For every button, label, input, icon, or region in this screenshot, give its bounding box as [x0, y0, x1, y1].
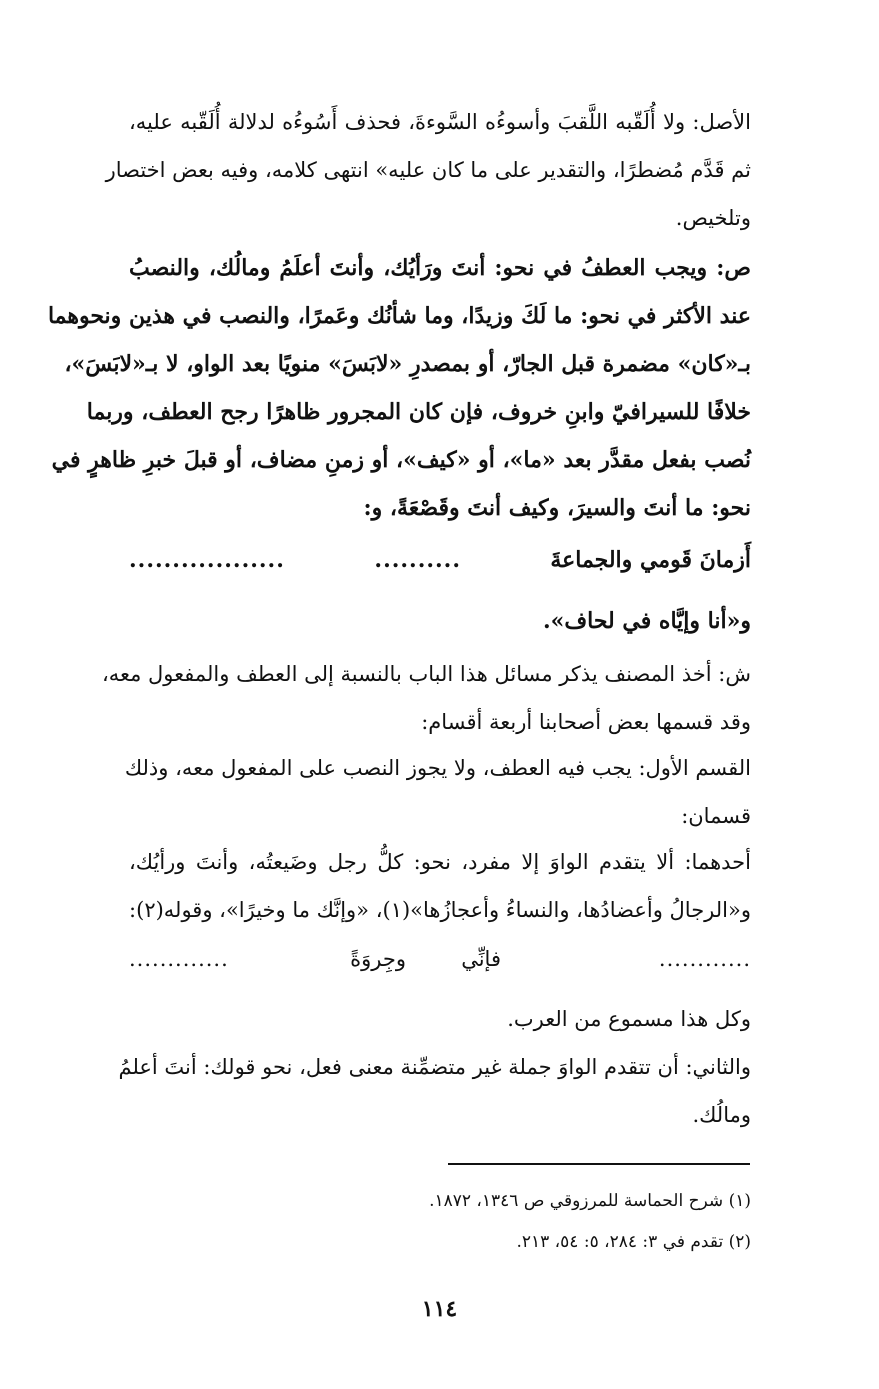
text-line: وتلخيص. [675, 206, 751, 230]
paragraph-sharh [101, 650, 751, 746]
text-line: الأصل: ولا أُلَقّبه اللَّقبَ وأسوءُه السَّوءةَ، فحذف أَسُوءُه لدلالة أُلَقّبه عليه، [129, 110, 751, 134]
text-line: القسم الأول: يجب فيه العطف، ولا يجوز النصب على المفعول معه، وذلك [124, 756, 751, 780]
text-line: و«أنا وإيَّاه في لحاف». [542, 608, 751, 634]
verse-line [129, 937, 751, 981]
verse-ellipsis: .......... [374, 547, 461, 573]
footnote-separator [448, 1163, 750, 1165]
text-line: ومالُك. [692, 1103, 751, 1127]
text-line: بـ«كان» مضمرة قبل الجارّ، أو بمصدرِ «لابَسَ» منويًا بعد الواو، لا بـ«لابَسَ»، [64, 351, 751, 377]
page-number: ١١٤ [421, 1296, 458, 1322]
text-line: وقد قسمها بعض أصحابنا أربعة أقسام: [421, 710, 751, 734]
paragraph-origin-note [105, 98, 751, 242]
text-line: خلافًا للسيرافيّ وابنِ خروف، فإن كان المجرور ظاهرًا رجح العطف، وربما [86, 399, 751, 425]
verse-word: وجِروَةً [350, 947, 406, 971]
text-line: ثم قَدَّم مُضطرًا، والتقدير على ما كان عليه» انتهى كلامه، وفيه بعض اختصار [105, 158, 751, 182]
paragraph-second-case [118, 1043, 751, 1139]
text-line: قسمان: [681, 804, 751, 828]
verse-word: فإنِّي [461, 947, 501, 971]
verse-ellipsis: ............ [658, 947, 751, 971]
paragraph-heard [129, 995, 751, 1043]
paragraph-first-section [124, 744, 751, 840]
text-line: عند الأكثر في نحو: ما لَكَ وزيدًا، وما شأنُك وعَمرًا، والنصب في هذين ونحوهما [47, 303, 751, 329]
verse-ellipsis: .................. [129, 547, 285, 573]
footnote-2: (٢) تقدم في ٣: ٢٨٤، ٥: ٥٤، ٢١٣. [516, 1232, 751, 1252]
footnote-1: (١) شرح الحماسة للمرزوقي ص ١٣٤٦، ١٨٧٢. [429, 1191, 751, 1211]
paragraph-first-case [129, 838, 751, 934]
text-line: نحو: ما أنتَ والسيرَ، وكيف أنتَ وقَصْعَةً، و: [363, 495, 751, 521]
paragraph-matn [47, 244, 752, 532]
text-line: و«الرجالُ وأعضادُها، والنساءُ وأعجازُها»(١)، «وإنَّك ما وخيرًا»، وقوله(٢): [129, 898, 751, 922]
text-line: وكل هذا مسموع من العرب. [507, 1007, 751, 1031]
verse-hemistich: أَزمانَ قَومي والجماعةَ [550, 547, 751, 573]
text-line: ش: أخذ المصنف يذكر مسائل هذا الباب بالنسبة إلى العطف والمفعول معه، [101, 662, 751, 686]
paragraph-example [129, 597, 751, 645]
text-line: نُصب بفعل مقدَّر بعد «ما»، أو «كيف»، أو زمنِ مضاف، أو قبلَ خبرِ ظاهرٍ في [51, 447, 751, 473]
verse-line [129, 538, 751, 582]
verse-ellipsis: ............. [129, 947, 229, 971]
text-line: أحدهما: ألا يتقدم الواوَ إلا مفرد، نحو: كلُّ رجل وضَيعتُه، وأنتَ ورأيُك، [129, 850, 751, 874]
text-line: ص: ويجب العطفُ في نحو: أنتَ ورَأيُك، وأنتَ أعلَمُ ومالُك، والنصبُ [129, 255, 752, 281]
text-line: والثاني: أن تتقدم الواوَ جملة غير متضمِّنة معنى فعل، نحو قولك: أنتَ أعلمُ [118, 1055, 751, 1079]
